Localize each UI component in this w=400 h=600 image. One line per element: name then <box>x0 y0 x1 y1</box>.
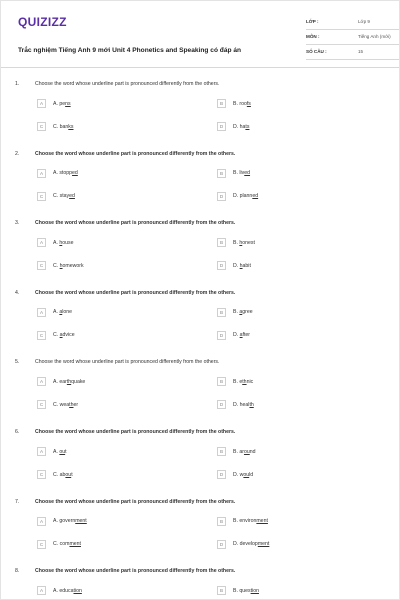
option-letter-box[interactable]: D <box>217 261 226 270</box>
option-label: A. pens <box>53 100 71 107</box>
question-number: 7. <box>15 498 20 505</box>
question-number: 6. <box>15 429 20 435</box>
option-letter-box[interactable]: B <box>217 377 226 386</box>
question-text: Choose the word whose underline part is pronounced differently from the others. <box>35 568 236 575</box>
option-letter-box[interactable]: C <box>37 540 46 549</box>
meta-row-class <box>306 15 400 30</box>
quizizz-logo: QUIZIZZ <box>18 15 67 29</box>
option-letter-box[interactable]: B <box>217 517 226 526</box>
option-label: C. banks <box>53 123 74 130</box>
header-divider <box>1 67 400 68</box>
option-letter-box[interactable]: D <box>217 400 226 409</box>
meta-key: MÔN : <box>306 34 320 39</box>
worksheet-title: Trắc nghiệm Tiếng Anh 9 mới Unit 4 Phonetics and Speaking có đáp án <box>18 47 242 54</box>
option-label: C. stayed <box>53 193 75 200</box>
meta-key: SỐ CÂU : <box>306 49 327 54</box>
option-label: A. alone <box>53 309 73 316</box>
option-letter-box[interactable]: D <box>217 122 226 131</box>
worksheet-meta <box>306 15 400 60</box>
meta-key: LỚP : <box>306 19 319 24</box>
option-letter-box[interactable]: A <box>37 377 46 386</box>
option-letter-box[interactable]: A <box>37 169 46 178</box>
option-letter-box[interactable]: A <box>37 238 46 247</box>
option-letter-box[interactable]: B <box>217 238 226 247</box>
option-label: B. question <box>233 587 259 594</box>
meta-value: 15 <box>358 49 364 54</box>
option-label: B. around <box>233 448 256 455</box>
option-label: B. lived <box>233 170 251 177</box>
meta-value: Tiếng Anh (mới) <box>358 34 391 39</box>
option-letter-box[interactable]: B <box>217 308 226 317</box>
question-number: 8. <box>15 568 20 575</box>
option-letter-box[interactable]: B <box>217 99 226 108</box>
option-label: D. planned <box>233 193 259 200</box>
option-label: A. stopped <box>53 170 78 177</box>
option-label: B. environment <box>233 518 268 525</box>
option-label: C. homework <box>53 262 84 269</box>
option-label: D. health <box>233 401 254 408</box>
option-label: A. out <box>53 448 67 455</box>
option-label: C. comment <box>53 541 81 548</box>
option-label: C. advice <box>53 332 75 339</box>
option-letter-box[interactable]: D <box>217 470 226 479</box>
option-label: A. earthquake <box>53 378 86 385</box>
option-letter-box[interactable]: C <box>37 400 46 409</box>
option-letter-box[interactable]: A <box>37 586 46 595</box>
meta-row-subject <box>306 30 400 45</box>
question-text: Choose the word whose underline part is pronounced differently from the others. <box>35 150 236 157</box>
option-letter-box[interactable]: A <box>37 517 46 526</box>
option-label: C. about <box>53 471 73 478</box>
option-label: D. would <box>233 471 254 478</box>
option-letter-box[interactable]: A <box>37 99 46 108</box>
question-number: 4. <box>15 289 20 296</box>
option-label: D. after <box>233 332 251 339</box>
question-number: 3. <box>15 220 20 227</box>
option-label: B. ethnic <box>233 378 254 385</box>
option-letter-box[interactable]: A <box>37 447 46 456</box>
worksheet-header <box>18 15 391 73</box>
option-letter-box[interactable]: A <box>37 308 46 317</box>
question-text: Choose the word whose underline part is pronounced differently from the others. <box>35 289 236 296</box>
option-label: D. habit <box>233 262 251 269</box>
question-text: Choose the word whose underline part is pronounced differently from the others. <box>35 81 220 87</box>
option-letter-box[interactable]: C <box>37 122 46 131</box>
meta-value: Lớp 9 <box>358 19 370 24</box>
question-number: 5. <box>15 359 20 366</box>
meta-row-count <box>306 45 400 60</box>
question-number: 1. <box>15 81 20 87</box>
option-letter-box[interactable]: C <box>37 192 46 201</box>
option-letter-box[interactable]: D <box>217 331 226 340</box>
question-text: Choose the word whose underline part is pronounced differently from the others. <box>35 359 220 366</box>
option-letter-box[interactable]: B <box>217 447 226 456</box>
option-letter-box[interactable]: D <box>217 192 226 201</box>
option-letter-box[interactable]: C <box>37 470 46 479</box>
question-text: Choose the word whose underline part is pronounced differently from the others. <box>35 498 236 505</box>
option-label: A. government <box>53 518 87 525</box>
option-letter-box[interactable]: C <box>37 261 46 270</box>
option-label: D. hats <box>233 123 250 130</box>
question-number: 2. <box>15 150 20 157</box>
option-label: C. weather <box>53 401 79 408</box>
option-label: A. education <box>53 587 82 594</box>
option-label: D. development <box>233 541 270 548</box>
option-letter-box[interactable]: B <box>217 586 226 595</box>
question-text: Choose the word whose underline part is pronounced differently from the others. <box>35 429 236 435</box>
option-label: B. roofs <box>233 100 251 107</box>
option-letter-box[interactable]: C <box>37 331 46 340</box>
option-label: B. honest <box>233 239 255 246</box>
option-letter-box[interactable]: D <box>217 540 226 549</box>
option-label: A. house <box>53 239 74 246</box>
option-label: B. agree <box>233 309 253 316</box>
question-text: Choose the word whose underline part is pronounced differently from the others. <box>35 220 236 227</box>
option-letter-box[interactable]: B <box>217 169 226 178</box>
